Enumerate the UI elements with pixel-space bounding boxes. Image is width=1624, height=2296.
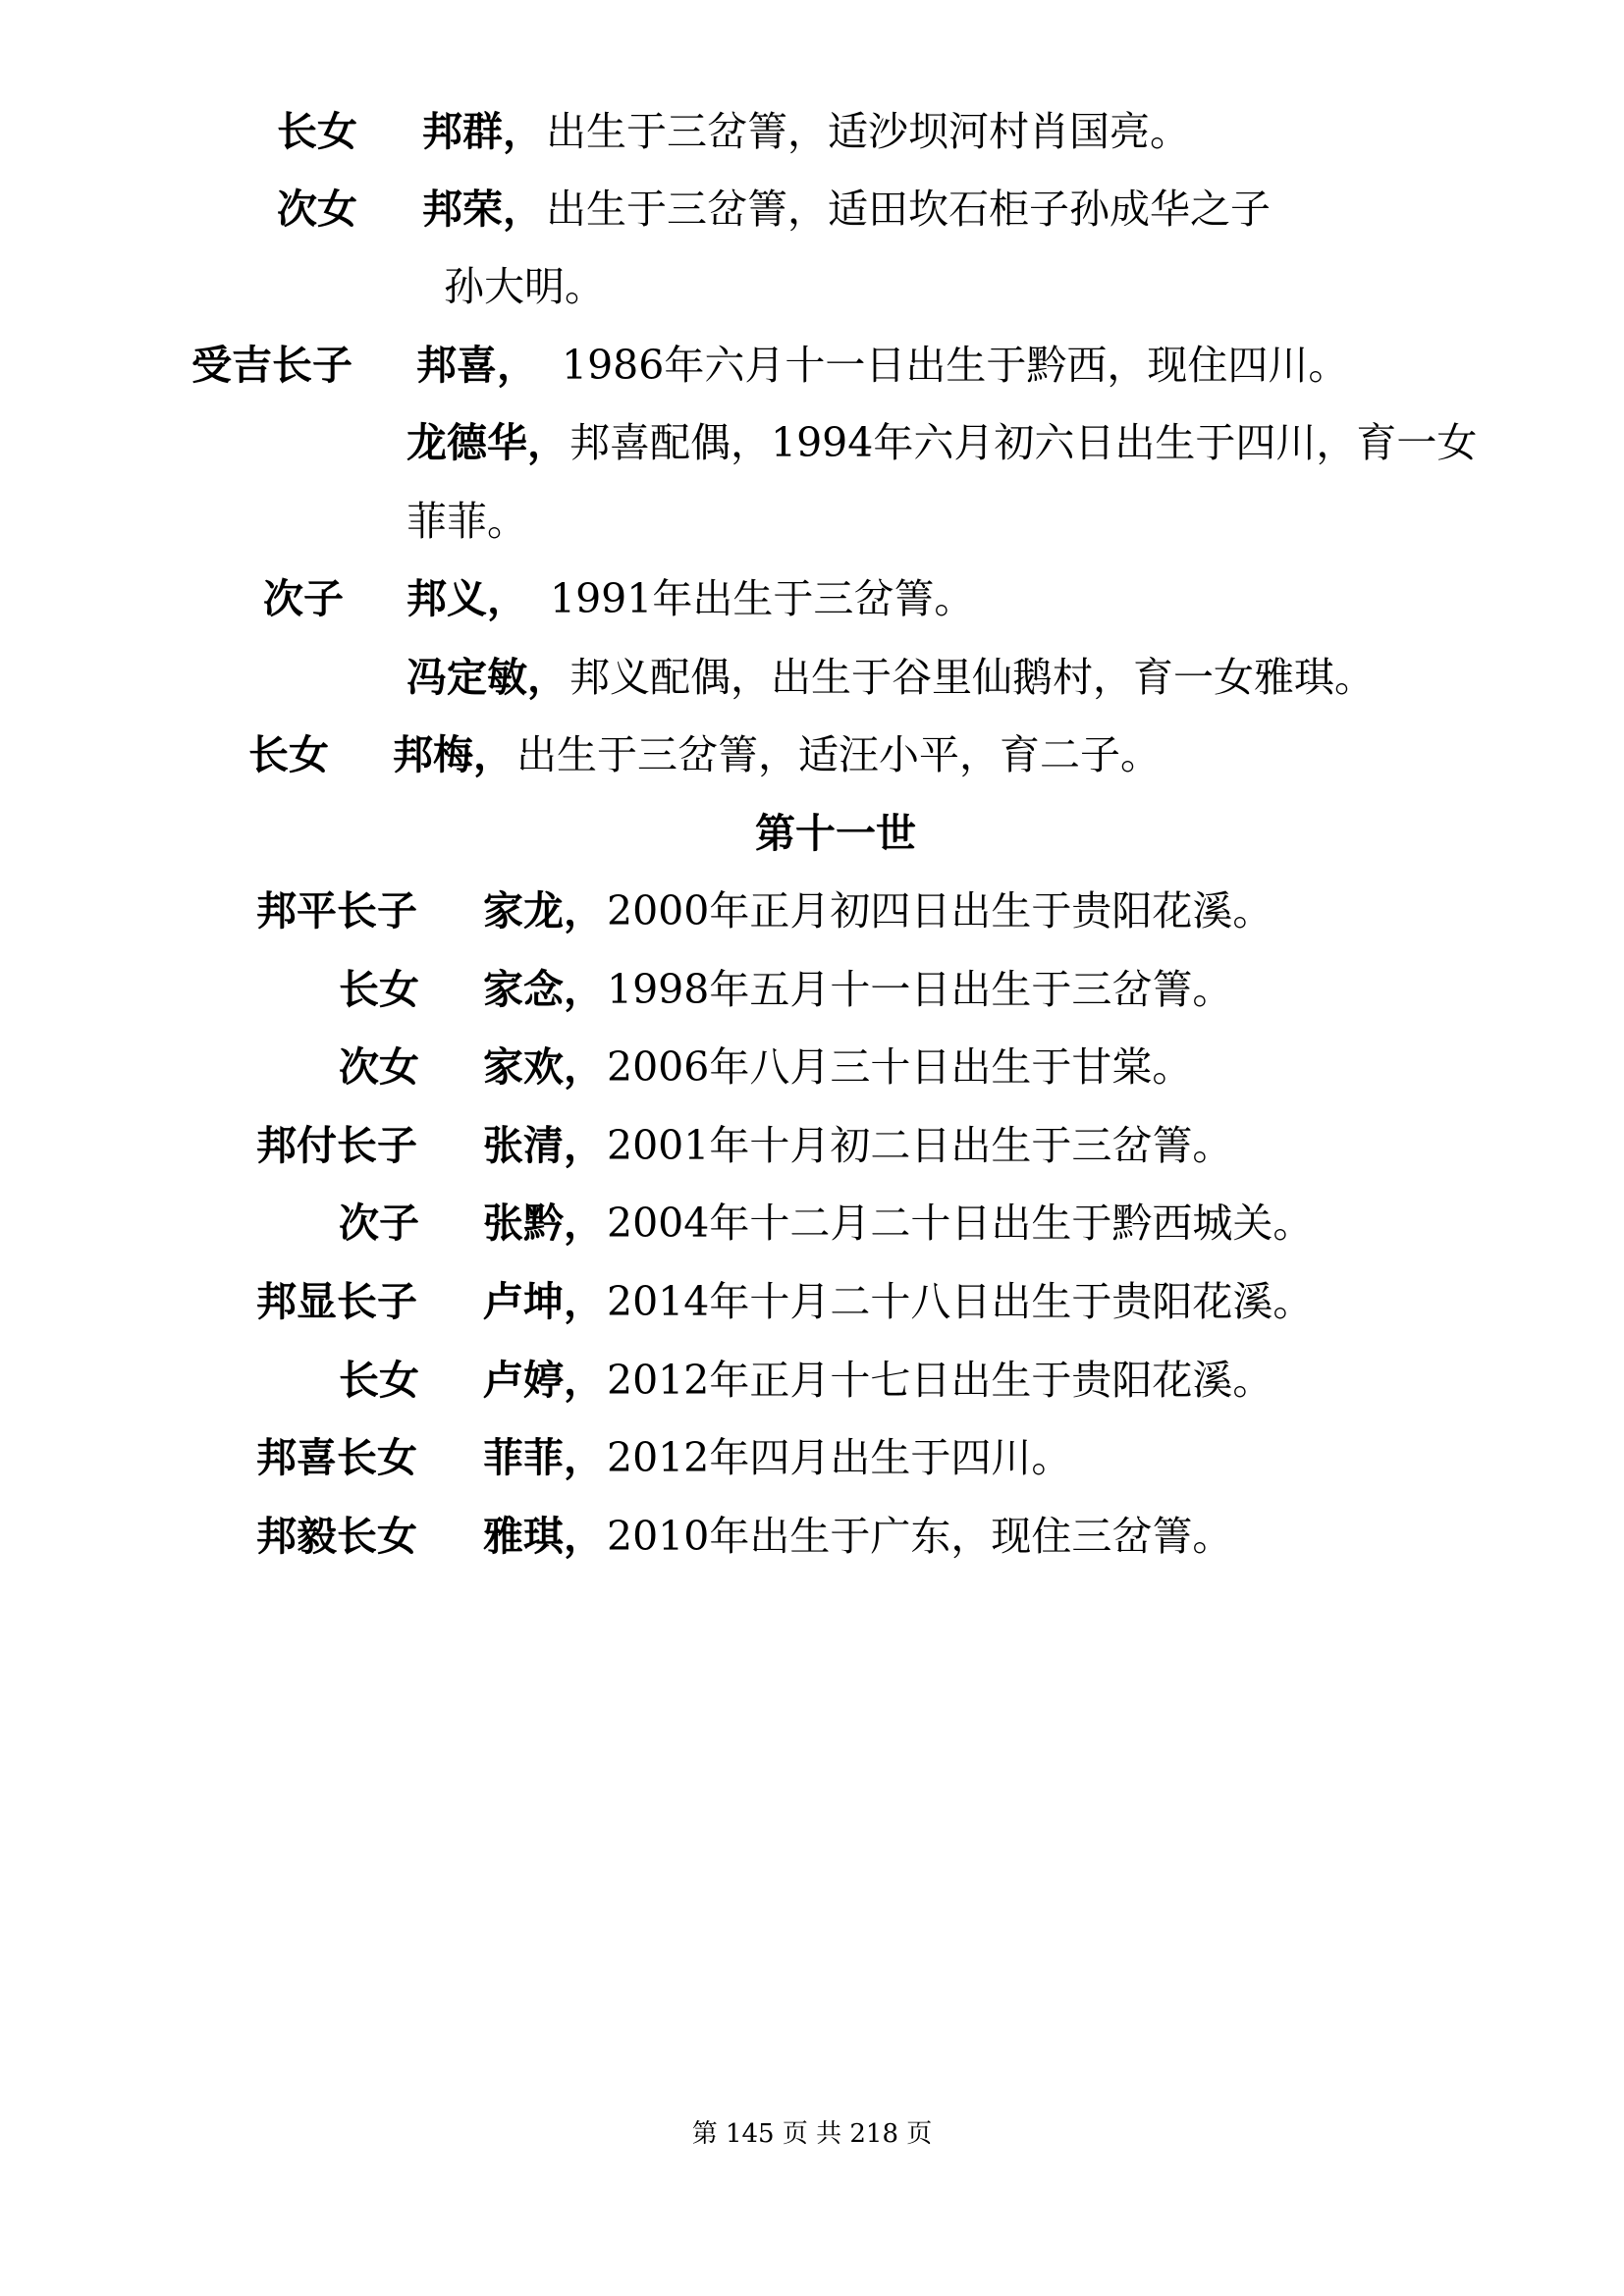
section-heading: 第十一世 — [755, 810, 916, 857]
entry-name: 张黔， — [483, 1200, 604, 1247]
spouse-name: 冯定敏， — [406, 654, 568, 701]
entry-name: 邦梅， — [393, 731, 514, 778]
entry-relation: 邦平长子 — [256, 887, 417, 934]
entry-name: 邦喜， — [416, 342, 537, 389]
entry-relation: 次子 — [263, 575, 344, 622]
entry-name: 家龙， — [483, 887, 604, 934]
entry-name: 邦义， — [406, 575, 527, 622]
entry-text: 1998年五月十一日出生于三岔箐。 — [607, 966, 1233, 1013]
entry-relation: 邦毅长女 — [256, 1513, 417, 1560]
spouse-continuation: 菲菲。 — [406, 498, 527, 545]
entry-text: 1991年出生于三岔箐。 — [550, 575, 975, 622]
entry-name: 卢坤， — [483, 1278, 604, 1325]
entry-relation: 受吉长子 — [191, 342, 352, 389]
entry-text: 2014年十月二十八日出生于贵阳花溪。 — [607, 1278, 1314, 1325]
entry-text: 2012年四月出生于四川。 — [607, 1434, 1072, 1481]
entry-name: 邦群， — [422, 108, 543, 155]
spouse-text: 邦义配偶，出生于谷里仙鹅村，育一女雅琪。 — [569, 654, 1375, 701]
entry-name: 雅琪， — [483, 1513, 604, 1560]
entry-continuation: 孙大明。 — [444, 263, 605, 310]
entry-relation: 邦喜长女 — [256, 1434, 417, 1481]
entry-text: 2004年十二月二十日出生于黔西城关。 — [607, 1200, 1314, 1247]
entry-relation: 长女 — [277, 108, 357, 155]
spouse-name: 龙德华， — [406, 419, 568, 466]
entry-text: 出生于三岔箐，适汪小平，育二子。 — [516, 731, 1161, 778]
entry-name: 菲菲， — [483, 1434, 604, 1481]
entry-text: 出生于三岔箐，适沙坝河村肖国亮。 — [546, 108, 1190, 155]
entry-text: 2006年八月三十日出生于甘棠。 — [607, 1043, 1193, 1091]
entry-relation: 邦付长子 — [256, 1122, 417, 1169]
entry-name: 家欢， — [483, 1043, 604, 1091]
entry-relation: 次女 — [339, 1043, 419, 1091]
entry-text: 出生于三岔箐，适田坎石柜子孙成华之子 — [546, 186, 1271, 233]
entry-text: 1986年六月十一日出生于黔西，现住四川。 — [562, 342, 1349, 389]
page-number-footer: 第 145 页 共 218 页 — [691, 2119, 933, 2149]
entry-text: 2010年出生于广东，现住三岔箐。 — [607, 1513, 1233, 1560]
entry-name: 邦荣， — [422, 186, 543, 233]
entry-relation: 长女 — [339, 1357, 419, 1404]
entry-name: 卢婷， — [483, 1357, 604, 1404]
entry-name: 张清， — [483, 1122, 604, 1169]
entry-relation: 次子 — [339, 1200, 419, 1247]
entry-text: 2012年正月十七日出生于贵阳花溪。 — [607, 1357, 1273, 1404]
entry-text: 2000年正月初四日出生于贵阳花溪。 — [607, 887, 1273, 934]
entry-relation: 邦显长子 — [256, 1278, 417, 1325]
entry-relation: 长女 — [248, 731, 329, 778]
entry-relation: 长女 — [339, 966, 419, 1013]
entry-text: 2001年十月初二日出生于三岔箐。 — [607, 1122, 1233, 1169]
entry-relation: 次女 — [277, 186, 357, 233]
spouse-text: 邦喜配偶，1994年六月初六日出生于四川，育一女 — [569, 419, 1478, 466]
entry-name: 家念， — [483, 966, 604, 1013]
